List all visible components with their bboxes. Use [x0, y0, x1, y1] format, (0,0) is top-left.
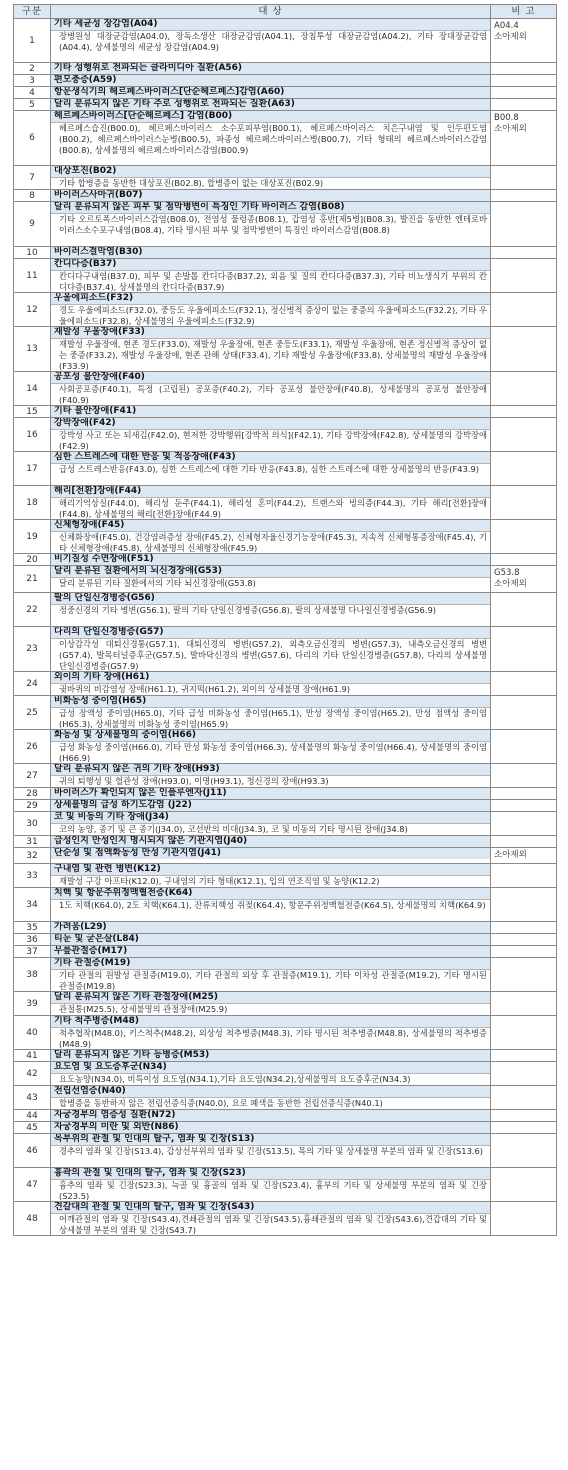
row-number: 11 — [14, 259, 51, 293]
row-content — [51, 554, 491, 566]
row-content — [51, 593, 491, 627]
row-number: 6 — [14, 111, 51, 166]
row-number: 10 — [14, 247, 51, 259]
row-number: 17 — [14, 452, 51, 486]
row-number: 34 — [14, 888, 51, 922]
row-number: 36 — [14, 934, 51, 946]
row-number: 38 — [14, 958, 51, 992]
row-content — [51, 111, 491, 166]
disease-table — [13, 4, 557, 1236]
row-note — [491, 1202, 557, 1236]
row-number: 23 — [14, 627, 51, 672]
disease-codes-description: 1도 치핵(K64.0), 2도 치핵(K64.1), 잔류치핵성 쥐젖(K64.4), 항문주위정맥혈전증(K64.5), 상세불명의 치핵(K64.9) — [59, 900, 486, 910]
disease-codes-description: 급성 스트레스반응(F43.0), 심한 스트레스에 대한 기타 반응(F43.8), 심한 스트레스에 대한 상세불명의 반응(F43.9) — [59, 464, 479, 474]
table-row — [14, 19, 557, 63]
row-number: 3 — [14, 75, 51, 87]
row-content — [51, 259, 491, 293]
disease-group-title: 바이러스가 확인되지 않은 인플루엔자(J11) — [51, 788, 490, 799]
row-note — [491, 836, 557, 848]
disease-group-title: 단순성 및 점액화농성 만성 기관지염(J41) — [51, 848, 490, 859]
row-note — [491, 87, 557, 99]
disease-group-title: 급성인지 만성인지 명시되지 않은 기관지염(J40) — [51, 836, 490, 847]
disease-codes-description: 재발성 구강 아프타(K12.0), 구내염의 기타 형태(K12.1), 입의 연조직염 및 농양(K12.2) — [59, 876, 380, 886]
disease-codes-description: 강박성 사고 또는 되새김(F42.0), 현저한 강박행위[강박적 의식](F42.1), 기타 강박장애(F42.8), 상세불명의 강박장애(F42.9) — [59, 430, 487, 451]
row-note — [491, 1110, 557, 1122]
row-number: 31 — [14, 836, 51, 848]
row-number: 1 — [14, 19, 51, 63]
row-content — [51, 1016, 491, 1050]
row-content — [51, 247, 491, 259]
row-number: 15 — [14, 406, 51, 418]
disease-codes-description: 헤르페스습진(B00.0), 헤르페스바이러스 소수포피부염(B00.1), 헤르페스바이러스 치은구내염 및 인두편도염(B00.2), 헤르페스바이러스눈병(B00.5), 파종성 헤르페스바이러스병(B00.7), 기타 형태의 헤르페스바이러스감염(B00.8), 상세불명의 헤르페스바이러스감염(B00.9) — [59, 123, 487, 155]
table-row — [14, 1086, 557, 1110]
row-content — [51, 190, 491, 202]
table-row — [14, 520, 557, 554]
row-number: 40 — [14, 1016, 51, 1050]
row-number: 45 — [14, 1122, 51, 1134]
disease-group-title: 달리 분류되지 않은 피부 및 점막병변이 특징인 기타 바이러스 감염(B08) — [51, 202, 490, 214]
table-row — [14, 1122, 557, 1134]
row-note — [491, 1134, 557, 1168]
row-note — [491, 372, 557, 406]
row-number: 35 — [14, 922, 51, 934]
row-content — [51, 946, 491, 958]
row-content — [51, 922, 491, 934]
row-note — [491, 864, 557, 888]
disease-group-title: 외이의 기타 장애(H61) — [51, 672, 490, 684]
table-row — [14, 87, 557, 99]
row-note — [491, 293, 557, 327]
disease-group-title: 구내염 및 관련 병변(K12) — [51, 864, 490, 876]
table-row — [14, 812, 557, 836]
row-note: A04.4 소아제외 — [491, 19, 557, 63]
row-note — [491, 75, 557, 87]
row-content — [51, 1110, 491, 1122]
disease-group-title: 티눈 및 굳은살(L84) — [51, 934, 490, 945]
row-note — [491, 166, 557, 190]
disease-group-title: 목부위의 관절 및 인대의 탈구, 염좌 및 긴장(S13) — [51, 1134, 490, 1146]
row-note — [491, 1062, 557, 1086]
row-number: 25 — [14, 696, 51, 730]
table-row — [14, 418, 557, 452]
disease-group-title: 치핵 및 항문주위정맥혈전증(K64) — [51, 888, 490, 900]
row-content — [51, 958, 491, 992]
row-number: 22 — [14, 593, 51, 627]
row-number: 8 — [14, 190, 51, 202]
row-note — [491, 452, 557, 486]
disease-group-title: 달리 분류되지 않은 기타 관절장애(M25) — [51, 992, 490, 1004]
row-number: 9 — [14, 202, 51, 247]
disease-group-title: 바이러스결막염(B30) — [51, 247, 490, 258]
row-number: 48 — [14, 1202, 51, 1236]
row-note — [491, 992, 557, 1016]
row-note — [491, 934, 557, 946]
disease-group-title: 달리 분류되지 않은 기타 주로 성행위로 전파되는 질환(A63) — [51, 99, 490, 110]
row-content — [51, 19, 491, 63]
row-number: 41 — [14, 1050, 51, 1062]
disease-group-title: 대상포진(B02) — [51, 166, 490, 178]
row-content — [51, 627, 491, 672]
row-note — [491, 418, 557, 452]
row-number: 20 — [14, 554, 51, 566]
disease-group-title: 신체형장애(F45) — [51, 520, 490, 532]
table-row — [14, 486, 557, 520]
row-content — [51, 800, 491, 812]
table-row — [14, 1016, 557, 1050]
table-row — [14, 293, 557, 327]
disease-group-title: 기타 관절증(M19) — [51, 958, 490, 970]
row-number: 19 — [14, 520, 51, 554]
table-row — [14, 75, 557, 87]
disease-group-title: 흉곽의 관절 및 인대의 탈구, 염좌 및 긴장(S23) — [51, 1168, 490, 1180]
row-content — [51, 327, 491, 372]
row-content — [51, 452, 491, 486]
row-note — [491, 486, 557, 520]
table-row — [14, 934, 557, 946]
table-row — [14, 63, 557, 75]
row-number: 39 — [14, 992, 51, 1016]
row-content — [51, 75, 491, 87]
row-content — [51, 99, 491, 111]
disease-group-title: 헤르페스바이러스[단순헤르페스] 감염(B00) — [51, 111, 490, 123]
table-row — [14, 452, 557, 486]
row-content — [51, 696, 491, 730]
table-row — [14, 259, 557, 293]
row-number: 33 — [14, 864, 51, 888]
row-number: 44 — [14, 1110, 51, 1122]
row-note — [491, 63, 557, 75]
row-note — [491, 406, 557, 418]
table-row — [14, 958, 557, 992]
table-row — [14, 864, 557, 888]
table-row — [14, 1050, 557, 1062]
disease-codes-description: 척추협착(M48.0), 키스척추(M48.2), 외상성 척추병증(M48.3), 기타 명시된 척추병증(M48.8), 상세불명의 척추병증(M48.9) — [59, 1028, 487, 1049]
disease-group-title: 비기질성 수면장애(F51) — [51, 554, 490, 565]
table-row — [14, 946, 557, 958]
row-content — [51, 812, 491, 836]
table-row — [14, 696, 557, 730]
disease-codes-description: 재발성 우울장애, 현존 경도(F33.0), 재발성 우울장애, 현존 중등도(F33.1), 재발성 우울장애, 현존 정신병적 증상이 없는 중증(F33.2), 재발성 우울장애, 현존 관해 상태(F33.4), 기타 재발성 우울장애(F33.8), 상세불명의 재발성 우울장애(F33.9) — [59, 339, 487, 371]
disease-group-title: 견갈대의 관절 및 인대의 탈구, 염좌 및 긴장(S43) — [51, 1202, 490, 1214]
disease-group-title: 해리[전환]장애(F44) — [51, 486, 490, 498]
disease-codes-description: 칸디다구내염(B37.0), 피부 및 손발톱 칸디다증(B37.2), 외음 및 질의 칸디다증(B37.3), 기타 비뇨생식기 부위의 칸디다증(B37.4), 상세불명의 칸디다증(B37.9) — [59, 271, 487, 292]
disease-codes-description: 귓바퀴의 비감염성 장애(H61.1), 귀지떡(H61.2), 외이의 상세불명 장애(H61.9) — [59, 684, 350, 694]
disease-group-title: 편모충증(A59) — [51, 75, 490, 86]
disease-codes-description: 기타 오르토폭스바이러스감염(B08.0), 전염성 물렁종(B08.1), 갑염성 홍반[제5병](B08.3), 발진을 동반한 엔테로바이러스소수포구내염(B08.4), 기타 명시된 피부 및 점막병변이 특징인 바이러스감염(B08.8) — [59, 214, 487, 235]
row-content — [51, 1202, 491, 1236]
row-note — [491, 730, 557, 764]
row-number: 21 — [14, 566, 51, 593]
row-number: 2 — [14, 63, 51, 75]
row-number: 13 — [14, 327, 51, 372]
row-content — [51, 406, 491, 418]
row-content — [51, 764, 491, 788]
disease-group-title: 코 및 비동의 기타 장애(J34) — [51, 812, 490, 824]
disease-codes-description: 사회공포증(F40.1), 특정 (고립된) 공포증(F40.2), 기타 공포성 불안장애(F40.8), 상세불명의 공포성 불안장애(F40.9) — [59, 384, 487, 405]
disease-group-title: 심한 스트레스에 대한 반응 및 적응장애(F43) — [51, 452, 490, 464]
row-number: 43 — [14, 1086, 51, 1110]
table-row — [14, 1134, 557, 1168]
row-number: 26 — [14, 730, 51, 764]
table-row — [14, 327, 557, 372]
row-number: 24 — [14, 672, 51, 696]
table-row — [14, 566, 557, 593]
disease-group-title: 팔의 단일신경병증(G56) — [51, 593, 490, 605]
disease-group-title: 바이러스사마귀(B07) — [51, 190, 490, 201]
row-note — [491, 554, 557, 566]
row-content — [51, 888, 491, 922]
disease-codes-description: 장병원성 대장균감염(A04.0), 장독소생산 대장균감염(A04.1), 장침투성 대장균감염(A04.2), 기타 장대장균감염(A04.4), 상세불명의 세균성 장감염(A04.9) — [59, 31, 487, 52]
table-row — [14, 992, 557, 1016]
disease-group-title: 달리 분류되지 않은 귀의 기타 장애(H93) — [51, 764, 490, 776]
row-note — [491, 800, 557, 812]
row-content — [51, 788, 491, 800]
row-number: 12 — [14, 293, 51, 327]
disease-codes-description: 급성 화농성 중이염(H66.0), 기타 만성 화농성 중이염(H66.3), 상세불명의 화농성 중이염(H66.4), 상세불명의 중이염(H66.9) — [59, 742, 487, 763]
row-content — [51, 418, 491, 452]
row-content — [51, 1168, 491, 1202]
disease-codes-description: 요도농양(N34.0), 비특이성 요도염(N34.1),기타 요도염(N34.2),상세불명의 요도증후군(N34.3) — [59, 1074, 411, 1084]
row-number: 5 — [14, 99, 51, 111]
disease-codes-description: 정중신경의 기타 병변(G56.1), 팔의 기타 단일신경병증(G56.8), 팔의 상세불명 다나일신경병증(G56.9) — [59, 605, 436, 615]
row-note — [491, 593, 557, 627]
table-row — [14, 922, 557, 934]
row-content — [51, 730, 491, 764]
table-row — [14, 672, 557, 696]
row-content — [51, 166, 491, 190]
table-row — [14, 848, 557, 864]
disease-group-title: 달리 분류된 질환에서의 뇌신경장애(G53) — [51, 566, 490, 578]
row-note — [491, 202, 557, 247]
disease-group-title: 강박장애(F42) — [51, 418, 490, 430]
table-row — [14, 372, 557, 406]
table-row — [14, 593, 557, 627]
row-content — [51, 1134, 491, 1168]
row-content — [51, 293, 491, 327]
disease-group-title: 화농성 및 상세불명의 중이염(H66) — [51, 730, 490, 742]
header-num: 구분 — [14, 5, 51, 19]
disease-group-title: 다리의 단일신경병증(G57) — [51, 627, 490, 639]
table-row — [14, 764, 557, 788]
row-number: 16 — [14, 418, 51, 452]
table-row — [14, 554, 557, 566]
disease-codes-description: 어깨관절의 염좌 및 긴장(S43.4),견쇄관절의 염좌 및 긴장(S43.5),흉쇄관절의 염좌 및 긴장(S43.6),견갑대의 기타 및 상세불명 부분의 염좌 및 긴장(S43.7) — [59, 1214, 487, 1235]
row-note: G53.8 소아제외 — [491, 566, 557, 593]
disease-group-title: 무릎관절증(M17) — [51, 946, 490, 957]
row-number: 7 — [14, 166, 51, 190]
row-content — [51, 1086, 491, 1110]
row-content — [51, 202, 491, 247]
row-number: 27 — [14, 764, 51, 788]
disease-group-title: 가려움(L29) — [51, 922, 490, 933]
disease-codes-description: 합병증을 동반하지 않은 전립선증식증(N40.0), 요로 폐색을 동반한 전립선증식증(N40.1) — [59, 1098, 383, 1108]
disease-codes-description: 기타 합병증을 동반한 대상포진(B02.8), 합병증이 없는 대상포진(B02.9) — [59, 178, 324, 188]
row-number: 46 — [14, 1134, 51, 1168]
table-row — [14, 627, 557, 672]
disease-codes-description: 귀의 퇴행성 및 혈관성 장애(H93.0), 이명(H93.1), 청신경의 장애(H93.3) — [59, 776, 329, 786]
disease-group-title: 항문생식기의 헤르페스바이러스[단순헤르페스]감염(A60) — [51, 87, 490, 98]
disease-group-title: 달리 분류되지 않은 기타 등병증(M53) — [51, 1050, 490, 1061]
row-number: 47 — [14, 1168, 51, 1202]
row-content — [51, 836, 491, 848]
disease-group-title: 요도염 및 요도증후군(N34) — [51, 1062, 490, 1074]
disease-codes-description: 급성 장액성 중이염(H65.0), 기타 급성 비화농성 중이염(H65.1), 만성 장액성 중이염(H65.2), 만성 점액성 중이염(H65.3), 상세불명의 비화농성 중이염(H65.9) — [59, 708, 487, 729]
table-row — [14, 247, 557, 259]
disease-group-title: 전립선염증(N40) — [51, 1086, 490, 1098]
row-number: 4 — [14, 87, 51, 99]
row-note — [491, 1050, 557, 1062]
row-note — [491, 190, 557, 202]
row-note — [491, 259, 557, 293]
disease-codes-description: 경추의 염좌 및 긴장(S13.4), 갑상선부위의 염좌 및 긴장(S13.5), 목의 기타 및 상세불명 부분의 염좌 및 긴장(S13.6) — [59, 1146, 484, 1156]
table-row — [14, 1202, 557, 1236]
row-number: 42 — [14, 1062, 51, 1086]
row-note — [491, 696, 557, 730]
row-note — [491, 812, 557, 836]
row-number: 29 — [14, 800, 51, 812]
table-row — [14, 202, 557, 247]
disease-group-title: 기타 불안장애(F41) — [51, 406, 490, 417]
disease-group-title: 칸디다증(B37) — [51, 259, 490, 271]
table-row — [14, 788, 557, 800]
row-content — [51, 864, 491, 888]
row-note — [491, 327, 557, 372]
table-row — [14, 800, 557, 812]
disease-group-title: 자궁경부의 미란 및 외반(N86) — [51, 1122, 490, 1133]
disease-codes-description: 흉추의 염좌 및 긴장(S23.3), 늑골 및 흉골의 염좌 및 긴장(S23.4), 흉부의 기타 및 상세불명 부분의 염좌 및 긴장(S23.5) — [59, 1180, 487, 1201]
table-row — [14, 1110, 557, 1122]
row-note — [491, 946, 557, 958]
table-row — [14, 836, 557, 848]
header-note: 비 고 — [491, 5, 557, 19]
header-subject: 대 상 — [51, 5, 491, 19]
row-content — [51, 1050, 491, 1062]
row-content — [51, 87, 491, 99]
row-note — [491, 788, 557, 800]
row-note — [491, 1122, 557, 1134]
row-content — [51, 372, 491, 406]
disease-codes-description: 관절통(M25.5), 상세불명의 관절장애(M25.9) — [59, 1004, 228, 1014]
row-note — [491, 764, 557, 788]
table-row — [14, 190, 557, 202]
table-row — [14, 730, 557, 764]
table-header-row — [14, 5, 557, 19]
disease-codes-description: 이상감각성 대퇴신경통(G57.1), 대퇴신경의 병변(G57.2), 외측오금신경의 병변(G57.3), 내측오금신경의 병변(G57.4), 발목터널증후군(G57.5), 발바닥신경의 병변(G57.6), 다리의 기타 단일신경병증(G57.8), 다리의 상세불명 단일신경병증(G57.9) — [59, 639, 487, 671]
row-content — [51, 63, 491, 75]
disease-codes-description: 달리 분류된 기타 질환에서의 기타 뇌신경장애(G53.8) — [59, 578, 256, 588]
row-note — [491, 1086, 557, 1110]
disease-codes-description: 해리기억상실(F44.0), 해리성 둔주(F44.1), 해리성 혼미(F44.2), 트랜스와 빙의증(F44.3), 기타 해리[전환]장애(F44.8), 상세불명의 해리[전환]장애(F44.9) — [59, 498, 487, 519]
table-row — [14, 111, 557, 166]
disease-codes-description: 기타 관절의 원발성 관절증(M19.0), 기타 관절의 외상 후 관절증(M19.1), 기타 이차성 관절증(M19.2), 기타 명시된 관절증(M19.8) — [59, 970, 487, 991]
row-note: B00.8 소아제외 — [491, 111, 557, 166]
row-content — [51, 992, 491, 1016]
row-content — [51, 1062, 491, 1086]
table-row — [14, 1062, 557, 1086]
row-content — [51, 934, 491, 946]
table-row — [14, 888, 557, 922]
row-note — [491, 99, 557, 111]
row-note — [491, 520, 557, 554]
disease-group-title: 기타 성행위로 전파되는 클라미디아 질환(A56) — [51, 63, 490, 74]
disease-group-title: 공포성 불안장애(F40) — [51, 372, 490, 384]
row-note — [491, 958, 557, 992]
disease-group-title: 기타 척추병증(M48) — [51, 1016, 490, 1028]
disease-group-title: 기타 세균성 장감염(A04) — [51, 19, 490, 31]
disease-codes-description: 코의 농양, 종기 및 큰 종기(J34.0), 코선반의 비대(J34.3), 코 및 비동의 기타 명시된 장애(J34.8) — [59, 824, 408, 834]
row-note — [491, 672, 557, 696]
row-note — [491, 627, 557, 672]
row-number: 18 — [14, 486, 51, 520]
disease-group-title: 재발성 우울장애(F33) — [51, 327, 490, 339]
row-content — [51, 486, 491, 520]
row-note — [491, 922, 557, 934]
row-note — [491, 247, 557, 259]
row-note — [491, 888, 557, 922]
row-content — [51, 848, 491, 864]
row-content — [51, 566, 491, 593]
disease-group-title: 우울에피소드(F32) — [51, 293, 490, 305]
disease-group-title: 자궁경부의 염증성 질환(N72) — [51, 1110, 490, 1121]
table-row — [14, 1168, 557, 1202]
row-note — [491, 1016, 557, 1050]
table-row — [14, 406, 557, 418]
row-number: 30 — [14, 812, 51, 836]
disease-group-title: 비화농성 중이염(H65) — [51, 696, 490, 708]
row-content — [51, 672, 491, 696]
row-note — [491, 1168, 557, 1202]
disease-codes-description: 신체화장애(F45.0), 건강염려증성 장애(F45.2), 신체형자율신경기능장애(F45.3), 지속적 신체형통증장애(F45.4), 기타 신체형장애(F45.8), 상세불명의 신체형장애(F45.9) — [59, 532, 487, 553]
disease-group-title: 상세불명의 급성 하기도감염 (J22) — [51, 800, 490, 811]
row-number: 37 — [14, 946, 51, 958]
row-note: 소아제외 — [491, 848, 557, 864]
row-content — [51, 520, 491, 554]
row-number: 32 — [14, 848, 51, 864]
row-number: 14 — [14, 372, 51, 406]
table-row — [14, 99, 557, 111]
table-row — [14, 166, 557, 190]
row-number: 28 — [14, 788, 51, 800]
row-content — [51, 1122, 491, 1134]
disease-codes-description: 경도 우울에피소드(F32.0), 중등도 우울에피소드(F32.1), 정신병적 증상이 없는 중증의 우울에피소드(F32.2), 기타 우울에피소드(F32.8), 상세불명의 우울에피소드(F32.9) — [59, 305, 488, 326]
